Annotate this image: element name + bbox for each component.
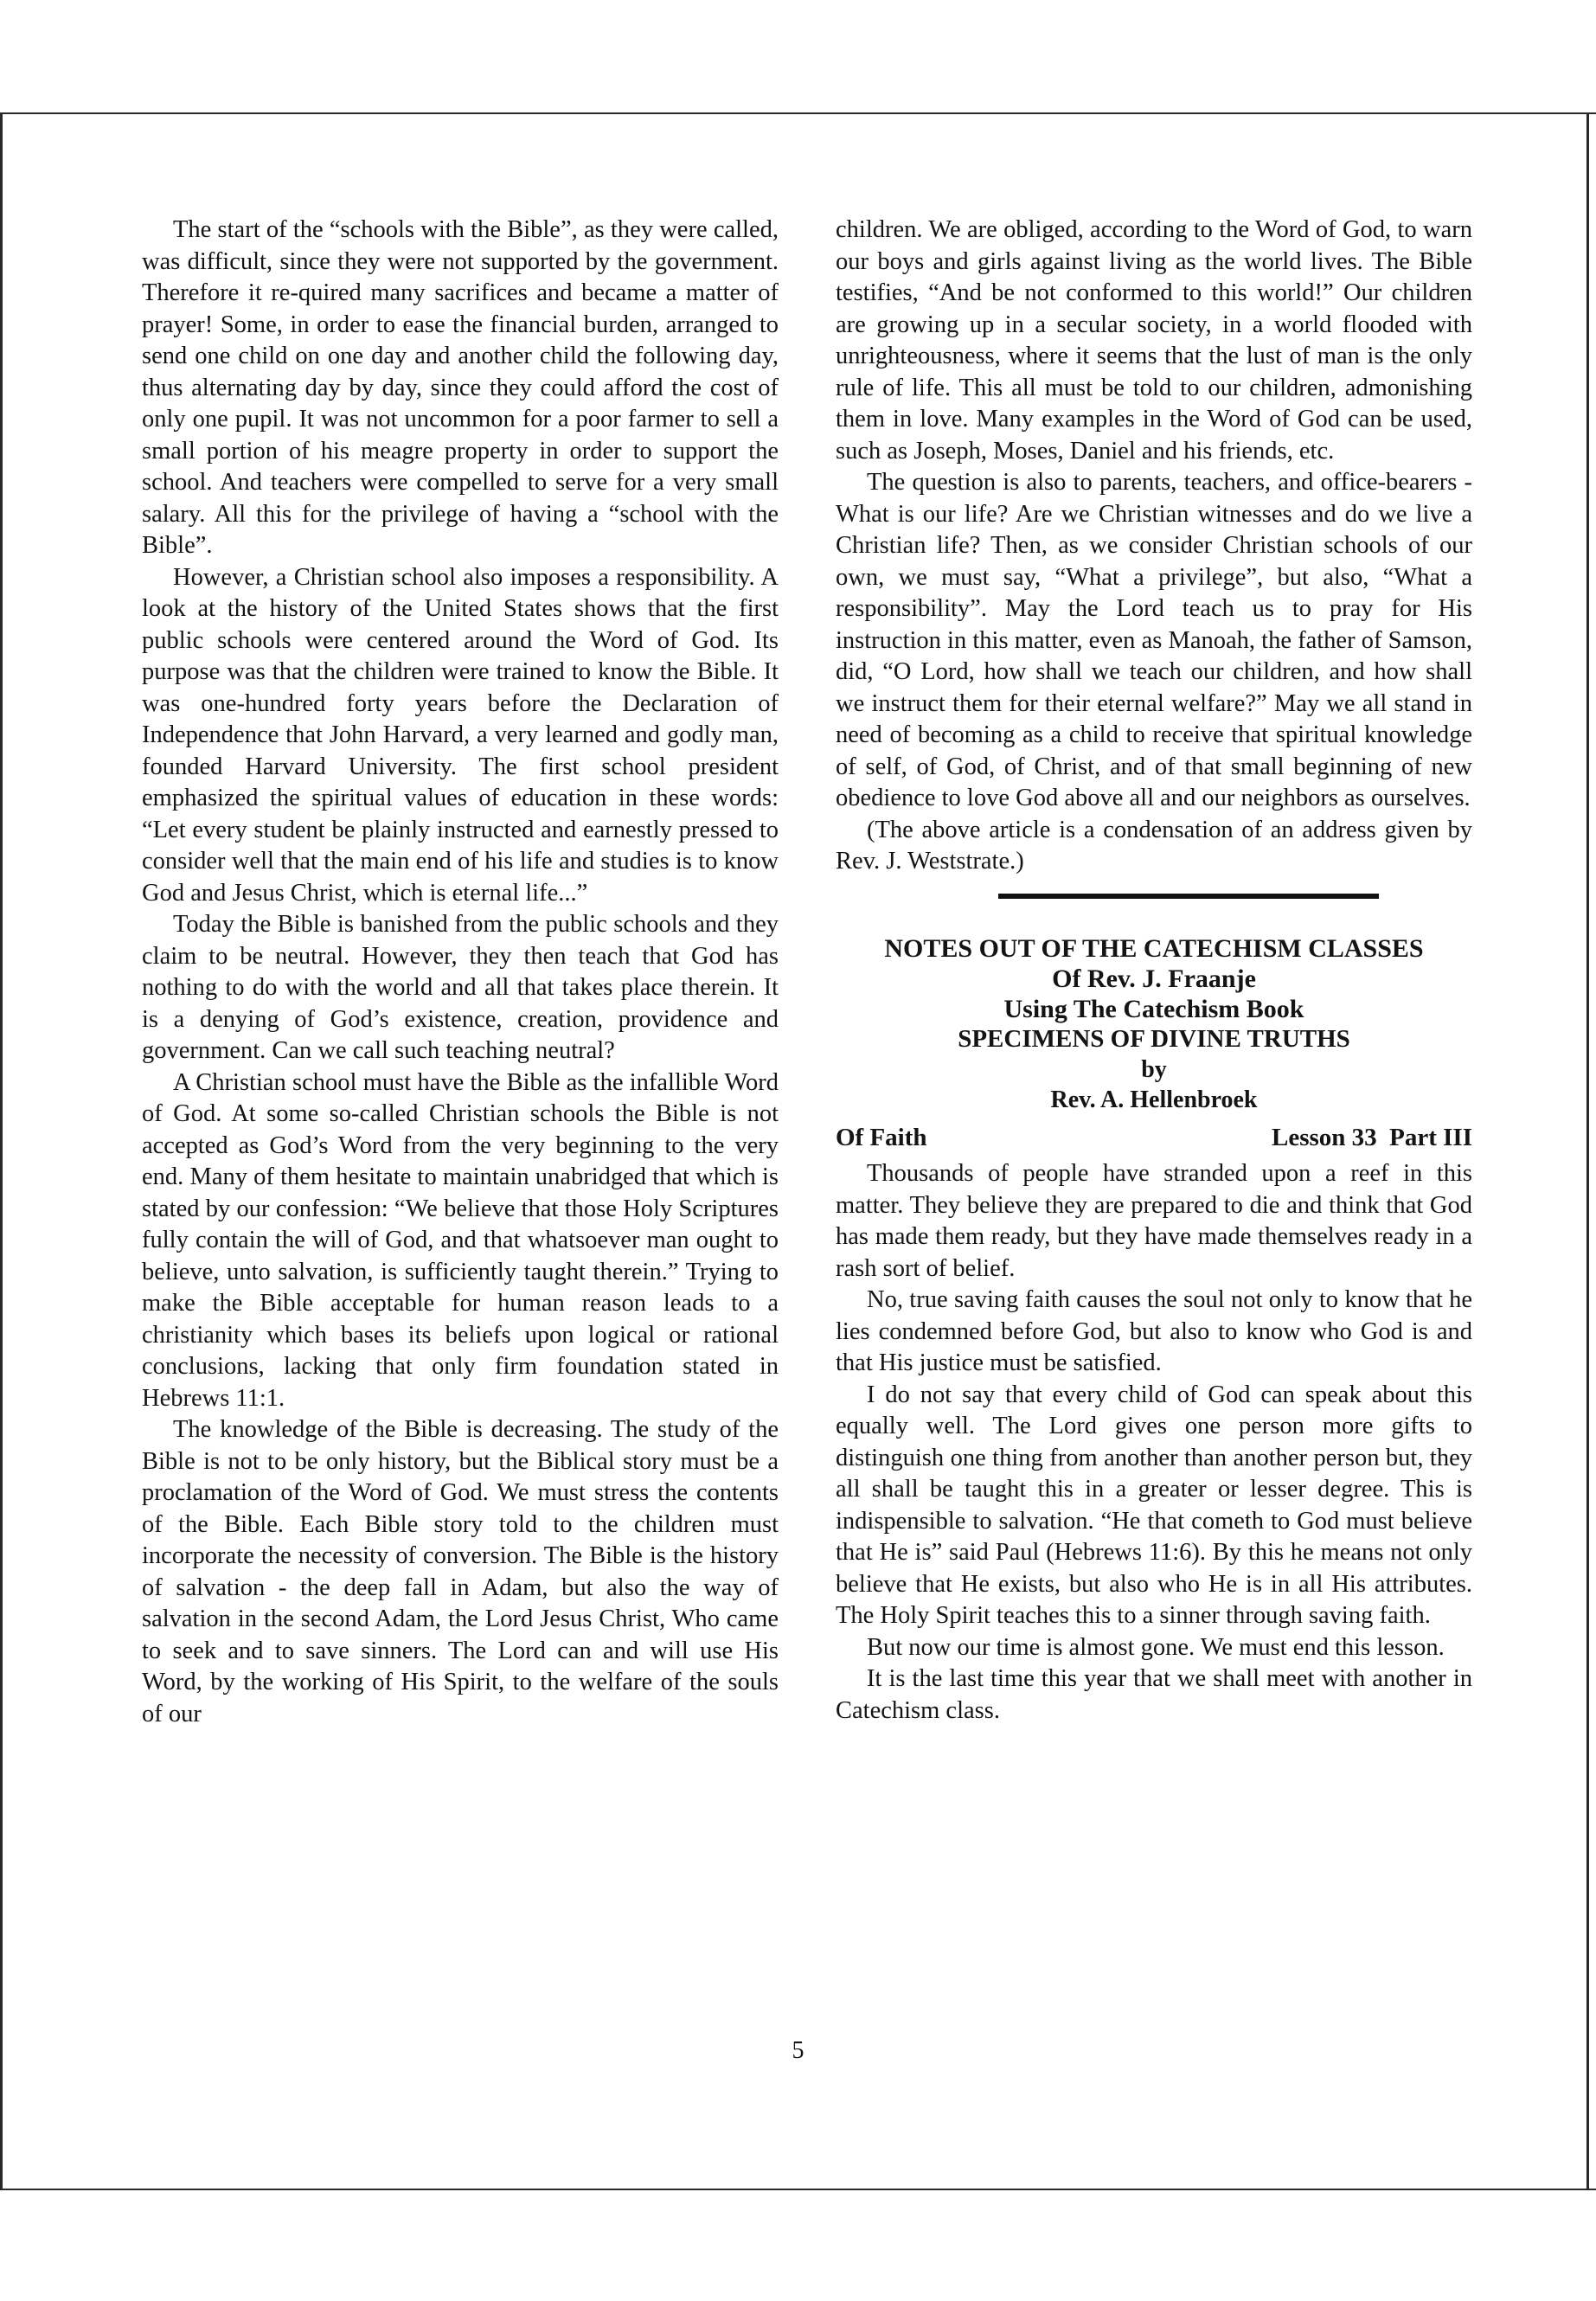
- lesson-paragraph-5: It is the last time this year that we shall meet with another in Catechism class.: [836, 1665, 1472, 1724]
- lesson-paragraph-4: But now our time is almost gone. We must end this lesson.: [867, 1633, 1445, 1661]
- lesson-label: Lesson 33 Part III: [1271, 1123, 1472, 1151]
- left-paragraph-2: However, a Christian school also imposes a responsibility. A look at the history of the United States shows that the first public schools were centered around the Word of God. Its purpose was that the children were trained to know the Bible. It was one-hundred forty years before the Declaration of Independence that John Harvard, a very learned and godly man, founded Harvard University. The first school president emphasized the spiritual values of education in these words: “Let every student be plainly instructed and earnestly pressed to consider well that the main end of his life and studies is to know God and Jesus Christ, which is eternal life...”: [142, 563, 779, 907]
- section-divider-rule: [998, 894, 1379, 899]
- catechism-heading-of-rev: Of Rev. J. Fraanje: [1052, 964, 1256, 993]
- scan-border-bottom: [0, 2189, 1596, 2190]
- catechism-heading-using: Using The Catechism Book: [1003, 994, 1304, 1023]
- catechism-heading-by: by: [1141, 1055, 1167, 1083]
- right-paragraph-2: The question is also to parents, teachers, and office-bearers - What is our life? Are we Christian witnesses and do we live a Christian life? Then, as we consider Christian schools of our own, we must say, “What a privilege”, but also, “What a responsibility”. May the Lord teach us to pray for His instruction in this matter, even as Manoah, the father of Samson, did, “O Lord, how shall we teach our children, and how shall we instruct them for their eternal welfare?” May we all stand in need of becoming as a child to receive that spiritual knowledge of self, of God, of Christ, and of that small beginning of new obedience to love God above all and our neighbors as ourselves.: [836, 469, 1472, 811]
- left-paragraph-4: A Christian school must have the Bible as the infallible Word of God. At some so-called Christian schools the Bible is not accepted as God’s Word from the very beginning to the very end. Many of them hesitate to maintain unabridged that which is stated by our confession: “We believe that those Holy Scriptures fully contain the will of God, and that whatsoever man ought to believe, unto salvation, is sufficiently taught therein.” Trying to make the Bible acceptable for human reason leads to a christianity which bases its beliefs upon logical or rational conclusions, lacking that only firm foundation stated in Hebrews 11:1.: [142, 1068, 779, 1412]
- left-paragraph-5: The knowledge of the Bible is decreasing. The study of the Bible is not to be only history, but the Biblical story must be a proclamation of the Word of God. We must stress the contents of the Bible. Each Bible story told to the children must incorporate the necessity of conversion. The Bible is the history of salvation - the deep fall in Adam, but also the way of salvation in the second Adam, the Lord Jesus Christ, Who came to seek and to save sinners. The Lord can and will use His Word, by the working of His Spirit, to the welfare of the souls of our: [142, 1416, 779, 1727]
- catechism-heading-title: NOTES OUT OF THE CATECHISM CLASSES: [884, 933, 1424, 963]
- right-column: [836, 215, 1472, 1727]
- page-number: 5: [792, 2037, 804, 2064]
- left-column: [142, 215, 779, 1730]
- lesson-paragraph-2: No, true saving faith causes the soul not only to know that he lies condemned before God, but also to know who God is and that His justice must be satisfied.: [836, 1286, 1472, 1376]
- left-paragraph-3: Today the Bible is banished from the public schools and they claim to be neutral. However, they then teach that God has nothing to do with the world and all that takes place therein. It is a denying of God’s existence, creation, providence and government. Can we call such teaching neutral?: [142, 911, 779, 1064]
- lesson-paragraph-3: I do not say that every child of God can speak about this equally well. The Lord gives one person more gifts to distinguish one thing from another than another person but, they all shall be taught this in a greater or lesser degree. This is indispensible to salvation. “He that cometh to God must believe that He is” said Paul (Hebrews 11:6). By this he means not only believe that He exists, but also who He is in all His attributes. The Holy Spirit teaches this to a sinner through saving faith.: [836, 1381, 1472, 1629]
- right-paragraph-1: children. We are obliged, according to the Word of God, to warn our boys and girls against living as the world lives. The Bible testifies, “And be not conformed to this world!” Our children are growing up in a secular society, in a world flooded with unrighteousness, where it seems that the lust of man is the only rule of life. This all must be told to our children, admonishing them in love. Many examples in the Word of God can be used, such as Joseph, Moses, Daniel and his friends, etc.: [836, 216, 1472, 465]
- catechism-heading: [836, 933, 1472, 1115]
- lesson-paragraph-1: Thousands of people have stranded upon a reef in this matter. They believe they are prepared to die and think that God has made them ready, but they have made themselves ready in a rash sort of belief.: [836, 1160, 1472, 1282]
- scan-border-left: [0, 112, 3, 2189]
- right-paragraph-3: (The above article is a condensation of an address given by Rev. J. Weststrate.): [836, 816, 1472, 875]
- lesson-topic: Of Faith: [836, 1123, 927, 1151]
- catechism-heading-author: Rev. A. Hellenbroek: [1050, 1086, 1258, 1113]
- scan-border-top: [0, 112, 1596, 114]
- scan-border-right: [1586, 112, 1589, 2189]
- lesson-line: [836, 1122, 1472, 1154]
- catechism-heading-book-title: SPECIMENS OF DIVINE TRUTHS: [958, 1024, 1350, 1053]
- lesson-body: [836, 1158, 1472, 1727]
- left-paragraph-1: The start of the “schools with the Bible”, as they were called, was difficult, since they were not supported by the government. Therefore it re-quired many sacrifices and became a matter of prayer! Some, in order to ease the financial burden, arranged to send one child on one day and another child the following day, thus alternating day by day, since they could afford the cost of only one pupil. It was not uncommon for a poor farmer to sell a small portion of his meagre property in order to support the school. And teachers were compelled to serve for a very small salary. All this for the privilege of having a “school with the Bible”.: [142, 216, 779, 559]
